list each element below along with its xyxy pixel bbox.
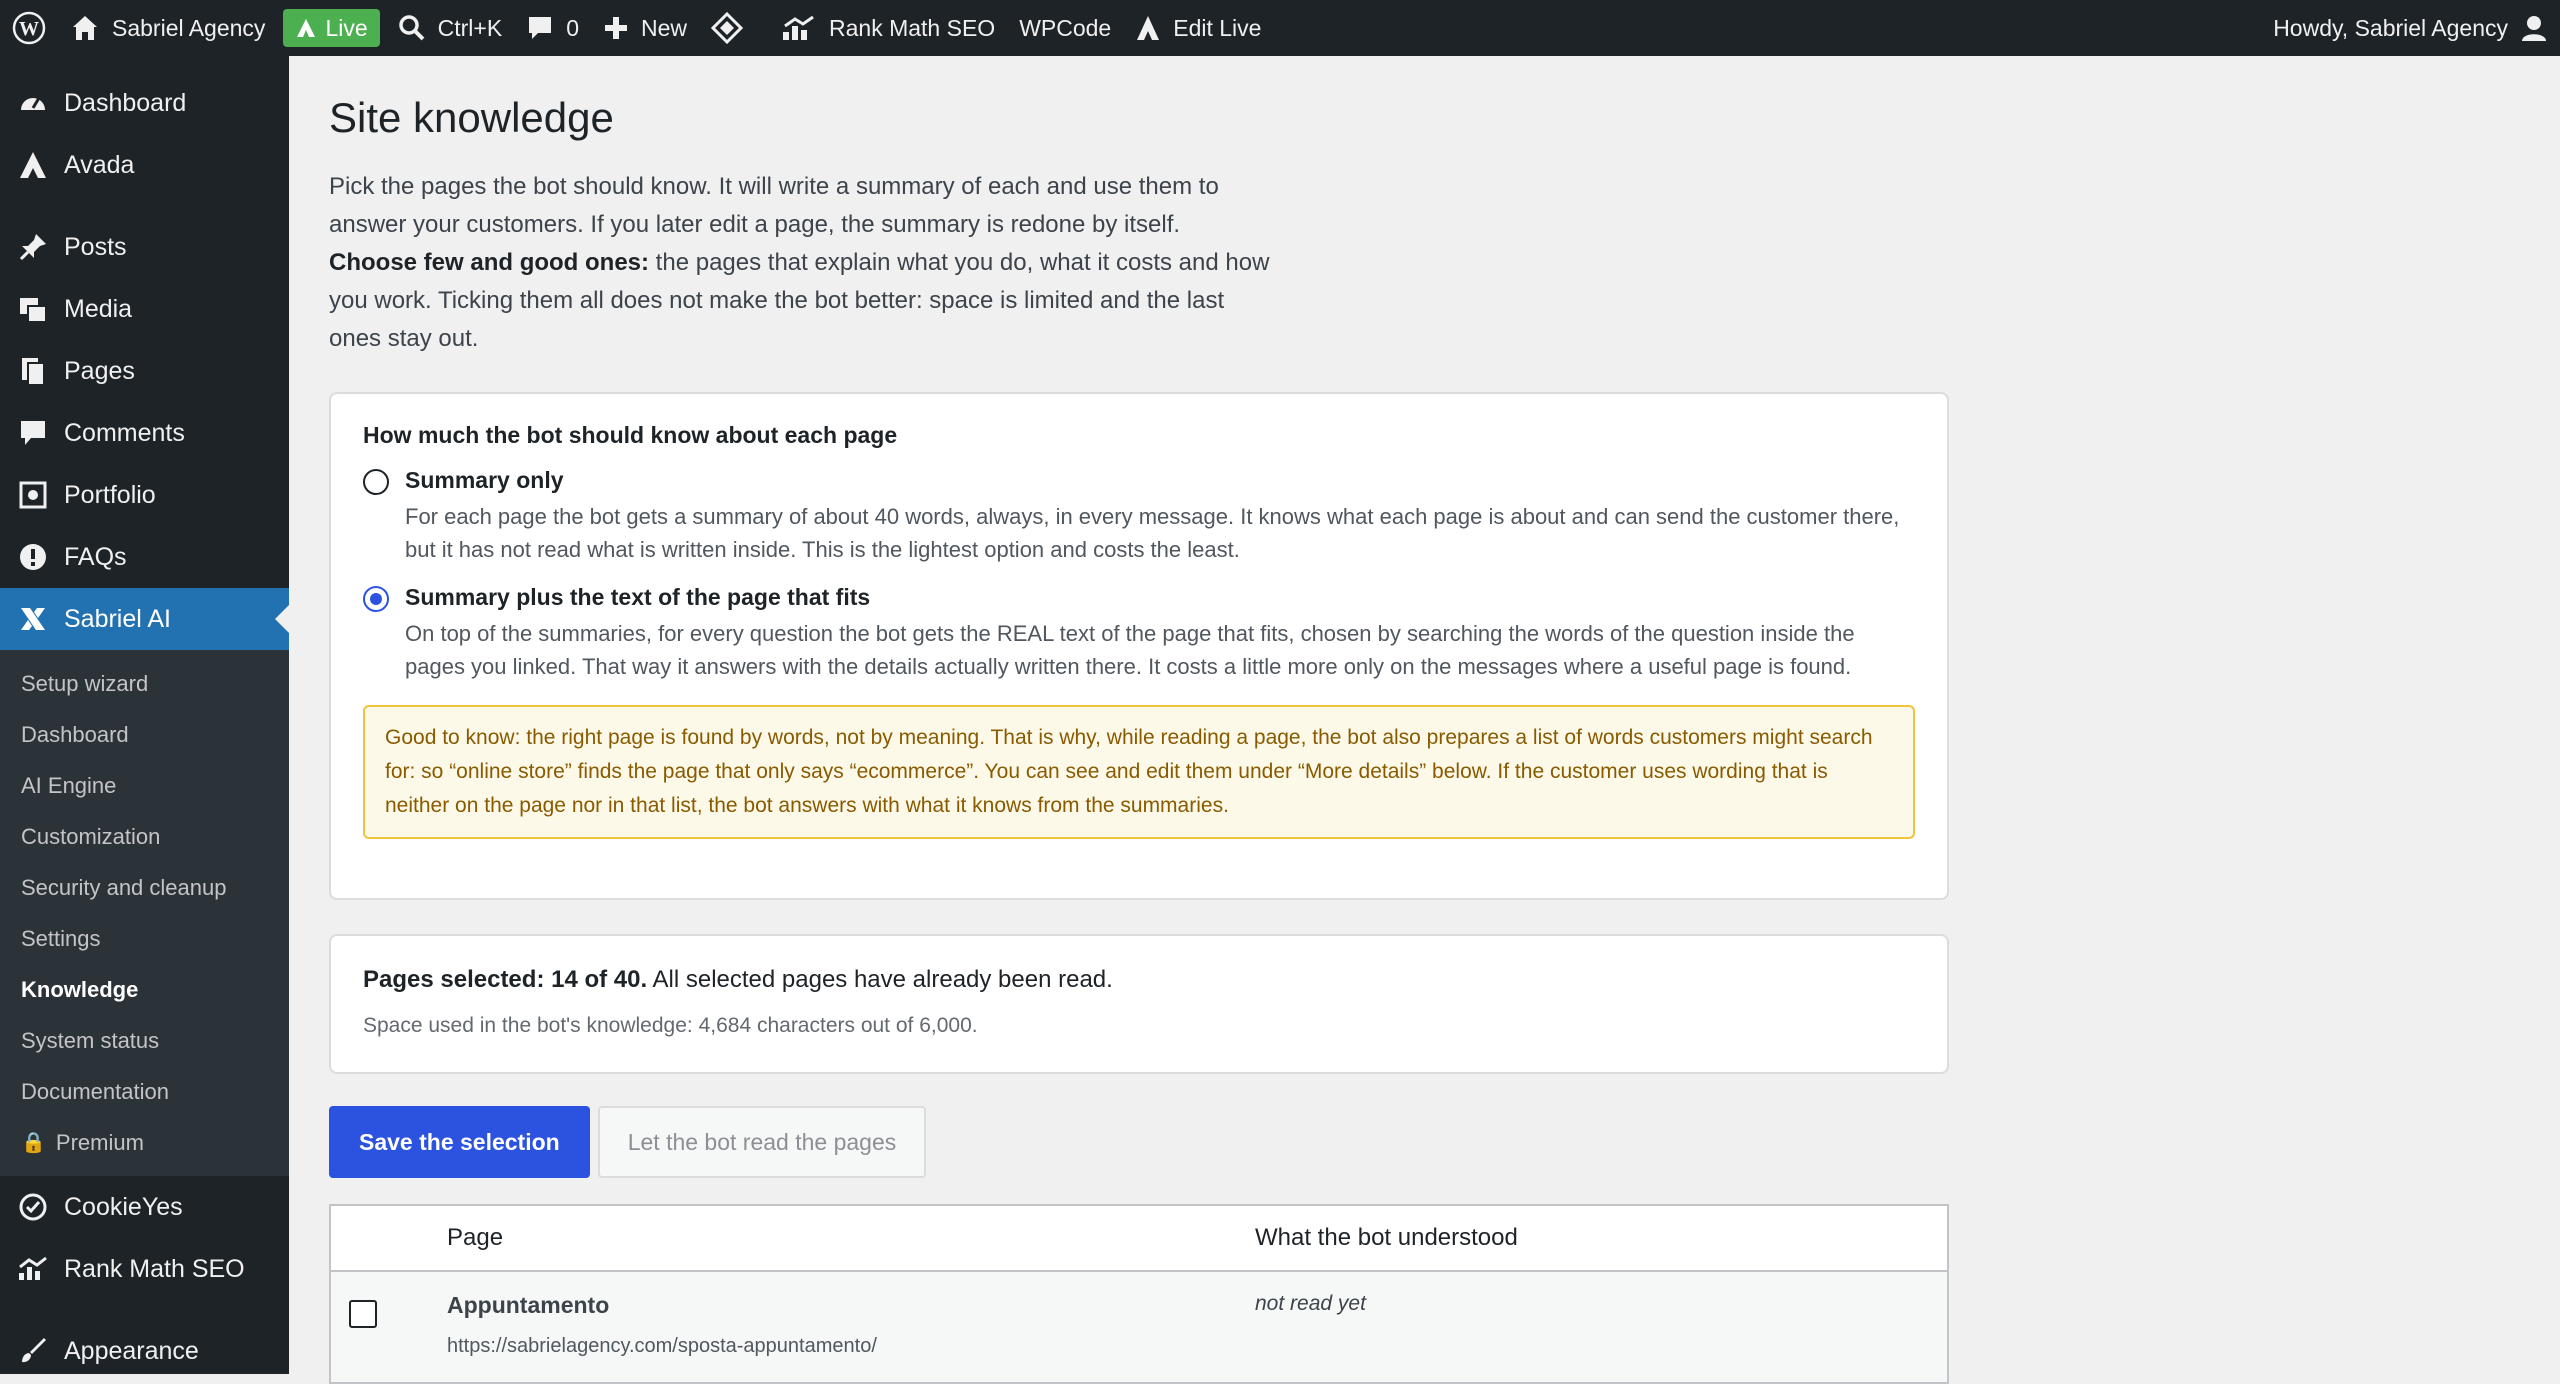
avada-icon [295, 17, 317, 39]
pages-selected-line [363, 966, 1915, 994]
portfolio-icon [16, 478, 50, 512]
menu-dashboard-label: Dashboard [64, 88, 187, 117]
admin-bar [0, 0, 2560, 56]
submenu-dashboard[interactable]: Dashboard [21, 721, 129, 747]
table-header [331, 1206, 1947, 1272]
search-shortcut-label: Ctrl+K [437, 14, 503, 41]
wordpress-icon [12, 11, 46, 45]
pages-selected-count: Pages selected: 14 of 40. [363, 966, 648, 993]
search-icon [398, 14, 426, 42]
avada-icon [1135, 14, 1161, 42]
new-label: New [640, 14, 687, 41]
live-badge[interactable] [283, 9, 379, 47]
menu-rankmath-label: Rank Math SEO [64, 1254, 245, 1283]
pin-icon [16, 230, 50, 264]
selection-summary-card [329, 934, 1949, 1074]
menu-pages[interactable] [0, 340, 289, 402]
wpcode-label: WPCode [1019, 14, 1112, 41]
live-label: Live [325, 14, 368, 41]
table-row [331, 1272, 1947, 1382]
new-content-link[interactable] [591, 0, 699, 56]
plus-icon [603, 15, 629, 41]
page-checkbox[interactable] [349, 1300, 377, 1328]
menu-faqs[interactable] [0, 526, 289, 588]
svg-text:W: W [19, 18, 39, 40]
menu-cookieyes-label: CookieYes [64, 1192, 183, 1221]
lock-icon: 🔒 [21, 1132, 46, 1154]
submenu-premium[interactable] [0, 1117, 289, 1168]
header-bot-understood: What the bot understood [1255, 1224, 1518, 1251]
bot-state: not read yet [1255, 1292, 1366, 1315]
main-content [329, 56, 2229, 1384]
summary-plus-text-radio[interactable] [363, 586, 389, 612]
row-bot-cell [1255, 1292, 1947, 1382]
menu-cookieyes[interactable] [0, 1176, 289, 1238]
wpcode-link[interactable] [1007, 0, 1123, 56]
pages-selected-status: All selected pages have already been read. [647, 966, 1113, 993]
submenu-premium-label: Premium [55, 1129, 144, 1155]
menu-sabriel-ai-label: Sabriel AI [64, 604, 172, 633]
menu-portfolio[interactable] [0, 464, 289, 526]
summary-only-radio[interactable] [363, 469, 389, 495]
read-pages-button[interactable]: Let the bot read the pages [598, 1106, 927, 1178]
comments-count: 0 [566, 14, 579, 41]
sabriel-icon [16, 602, 50, 636]
diamond-link[interactable] [699, 0, 755, 56]
rankmath-link[interactable] [769, 0, 1007, 56]
page-url[interactable]: https://sabrielagency.com/sposta-appuntamento/ [447, 1335, 877, 1357]
cookie-icon [16, 1190, 50, 1224]
submenu-system-status[interactable]: System status [21, 1027, 160, 1053]
menu-dashboard[interactable] [0, 72, 289, 134]
home-icon [70, 13, 100, 43]
intro-bold: Choose few and good ones: [329, 249, 650, 276]
menu-avada[interactable] [0, 134, 289, 196]
mode-title: How much the bot should know about each page [363, 422, 898, 448]
diamond-icon [711, 12, 743, 44]
media-icon [16, 292, 50, 326]
edit-live-label: Edit Live [1173, 14, 1262, 41]
submenu-ai-engine[interactable]: AI Engine [21, 772, 117, 798]
comment-icon [526, 14, 554, 42]
rankmath-label: Rank Math SEO [829, 14, 996, 41]
intro-paragraph-1: Pick the pages the bot should know. It will write a summary of each and use them to answer your customers. If you later edit a page, the summary is redone by itself. [329, 173, 1219, 238]
menu-appearance[interactable] [0, 1320, 289, 1374]
sabriel-submenu [0, 650, 289, 1176]
menu-avada-label: Avada [64, 150, 135, 179]
pages-icon [16, 354, 50, 388]
menu-faqs-label: FAQs [64, 542, 127, 571]
menu-posts-label: Posts [64, 232, 127, 261]
option-summary-only[interactable] [363, 467, 1915, 566]
intro-paragraph-2: the pages that explain what you do, what it costs and how you work. Ticking them all does not make the bot better: space is limited and the last ones stay out. [329, 249, 1270, 352]
user-avatar-icon [2520, 14, 2548, 42]
comments-link[interactable] [514, 0, 591, 56]
my-account[interactable] [2261, 0, 2560, 56]
info-icon [16, 540, 50, 574]
submenu-settings[interactable]: Settings [21, 925, 101, 951]
summary-plus-text-desc: On top of the summaries, for every question the bot gets the REAL text of the page that fits, chosen by searching the words of the question inside the pages you linked. That way it answers with the details actually written there. It costs a little more only on the messages where a useful page is found. [405, 621, 1855, 679]
menu-posts[interactable] [0, 216, 289, 278]
admin-sidebar [0, 56, 289, 1374]
menu-comments-label: Comments [64, 418, 185, 447]
menu-comments[interactable] [0, 402, 289, 464]
menu-sabriel-ai[interactable] [0, 588, 289, 650]
menu-media[interactable] [0, 278, 289, 340]
row-page-cell [447, 1292, 1255, 1382]
site-name: Sabriel Agency [112, 14, 266, 41]
wordpress-logo[interactable] [0, 0, 58, 56]
comment-icon [16, 416, 50, 450]
space-used-line: Space used in the bot's knowledge: 4,684 characters out of 6,000. [363, 1014, 978, 1037]
menu-pages-label: Pages [64, 356, 135, 385]
save-selection-button[interactable]: Save the selection [329, 1106, 590, 1178]
brush-icon [16, 1334, 50, 1368]
edit-live-link[interactable] [1123, 0, 1273, 56]
menu-portfolio-label: Portfolio [64, 480, 156, 509]
pages-table [329, 1204, 1949, 1384]
row-check-cell [331, 1292, 447, 1382]
submenu-security[interactable]: Security and cleanup [21, 874, 227, 900]
howdy-label: Howdy, Sabriel Agency [2273, 14, 2508, 41]
summary-only-label[interactable]: Summary only [405, 467, 564, 493]
submenu-knowledge[interactable]: Knowledge [21, 976, 139, 1002]
header-page: Page [447, 1224, 504, 1251]
site-name-link[interactable] [58, 0, 277, 56]
summary-plus-text-label[interactable]: Summary plus the text of the page that fits [405, 584, 871, 610]
good-to-know-notice: Good to know: the right page is found by words, not by meaning. That is why, while reading a page, the bot also prepares a list of words customers might search for: so “online store” finds the page that only says “ecommerce”. You can see and edit them under “More details” below. If the customer uses wording that is neither on the page nor in that list, the bot answers with what it knows from the summaries. [363, 705, 1915, 839]
page-title-cell: Appuntamento [447, 1292, 610, 1318]
avada-icon [16, 148, 50, 182]
rankmath-icon [16, 1252, 50, 1286]
menu-appearance-label: Appearance [64, 1336, 199, 1365]
rankmath-icon [781, 14, 817, 42]
menu-media-label: Media [64, 294, 133, 323]
intro-text [329, 168, 1279, 358]
summary-only-desc: For each page the bot gets a summary of about 40 words, always, in every message. It knows what each page is about and can send the customer there, but it has not read what is written inside. This is the lightest option and costs the least. [405, 504, 1900, 562]
page-title: Site knowledge [329, 94, 614, 141]
submenu-customization[interactable]: Customization [21, 823, 161, 849]
dashboard-icon [16, 86, 50, 120]
submenu-documentation[interactable]: Documentation [21, 1078, 169, 1104]
menu-rankmath[interactable] [0, 1238, 289, 1300]
option-summary-plus-text[interactable] [363, 584, 1915, 683]
search-shortcut[interactable] [386, 0, 515, 56]
action-buttons [329, 1106, 2229, 1178]
knowledge-mode-card [329, 392, 1949, 900]
submenu-setup-wizard[interactable]: Setup wizard [21, 670, 149, 696]
